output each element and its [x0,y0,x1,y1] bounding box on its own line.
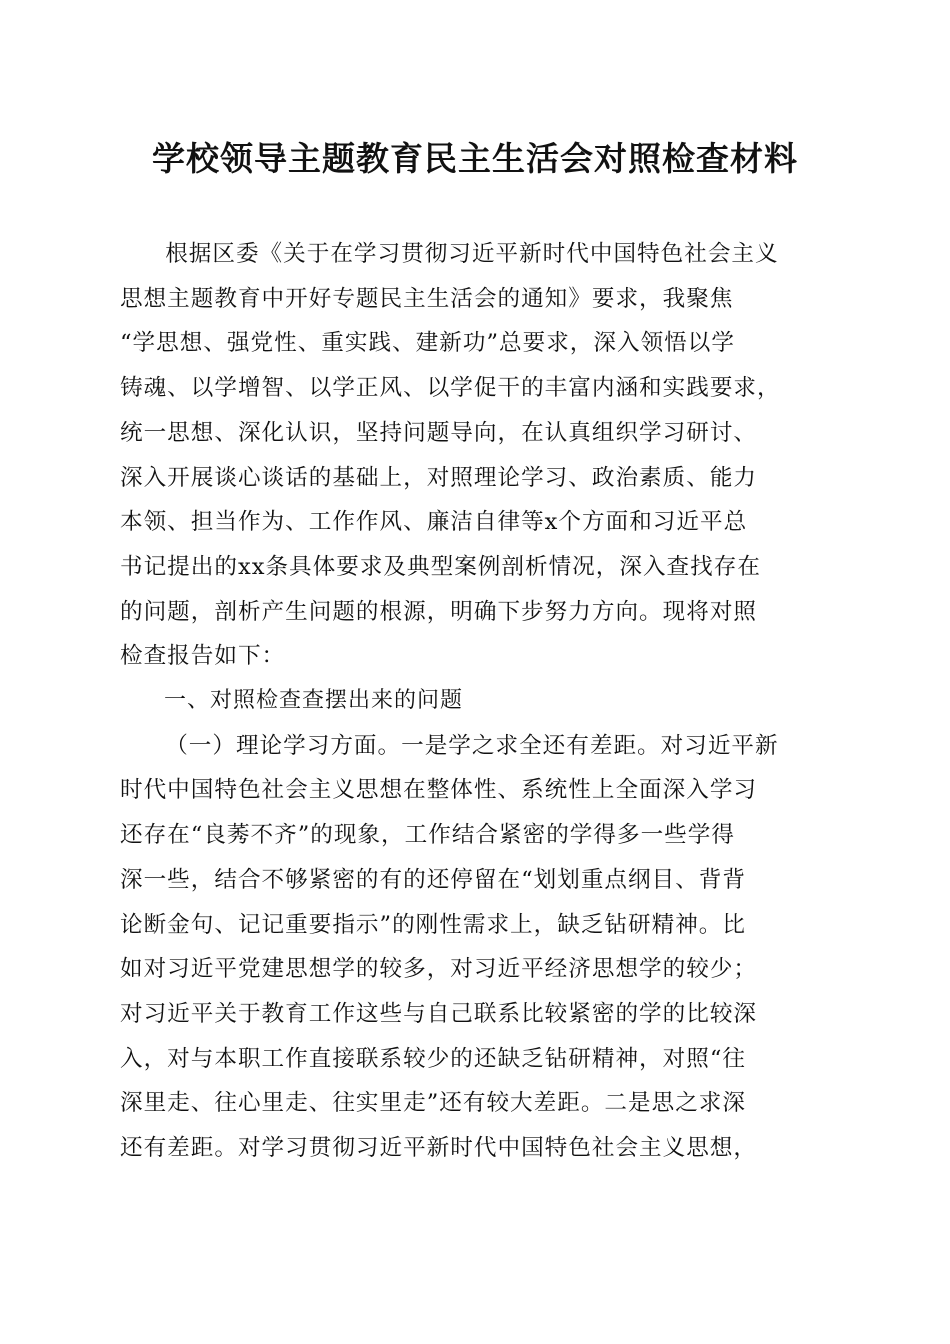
subsection-paragraph [120,724,835,1171]
subsection-line: 还存在“良莠不齐”的现象，工作结合紧密的学得多一些学得 [120,822,735,849]
document-body [120,232,835,1171]
intro-paragraph [120,232,835,679]
intro-line: 根据区委《关于在学习贯彻习近平新时代中国特色社会主义 [165,241,779,267]
intro-line: 思想主题教育中开好专题民主生活会的通知》要求，我聚焦 [120,285,734,312]
subsection-line: 如对习近平党建思想学的较多，对习近平经济思想学的较少； [120,956,758,983]
subsection-line: 还有差距。对学习贯彻习近平新时代中国特色社会主义思想， [120,1135,758,1162]
subsection-first-line [120,724,835,769]
subsection-line: 入，对与本职工作直接联系较少的还缺乏钻研精神，对照“往 [120,1045,746,1072]
subsection-line: 论断金句、记记重要指示”的刚性需求上，缺乏钻研精神。比 [120,911,746,938]
subsection-text: 一是学之求全还有差距。对习近平新 [401,732,779,759]
intro-line: 检查报告如下： [120,643,286,670]
intro-line: “学思想、强党性、重实践、建新功”总要求，深入领悟以学 [120,330,735,357]
intro-line: 的问题，剖析产生问题的根源，明确下步努力方向。现将对照 [120,598,758,625]
subsection-line: 对习近平关于教育工作这些与自己联系比较紧密的学的比较深 [120,1000,758,1027]
section-heading: 一、对照检查查摆出来的问题 [164,688,464,714]
intro-line: 深入开展谈心谈话的基础上，对照理论学习、政治素质、能力 [120,464,758,491]
intro-line: 铸魂、以学增智、以学正风、以学促干的丰富内涵和实践要求， [120,375,781,402]
subsection-line: 深里走、往心里走、往实里走”还有较大差距。二是思之求深 [120,1090,746,1117]
subsection-line: 深一些，结合不够紧密的有的还停留在“划划重点纲目、背背 [120,866,746,893]
intro-line: 本领、担当作为、工作作风、廉洁自律等x个方面和习近平总 [120,509,748,536]
intro-line: 统一思想、深化认识，坚持问题导向，在认真组织学习研讨、 [120,419,758,446]
subsection-line: 时代中国特色社会主义思想在整体性、系统性上全面深入学习 [120,777,758,804]
intro-line: 书记提出的xx条具体要求及典型案例剖析情况，深入查找存在 [120,553,761,580]
document-title: 学校领导主题教育民主生活会对照检查材料 [152,139,798,178]
subsection-heading: （一）理论学习方面。 [165,732,402,759]
